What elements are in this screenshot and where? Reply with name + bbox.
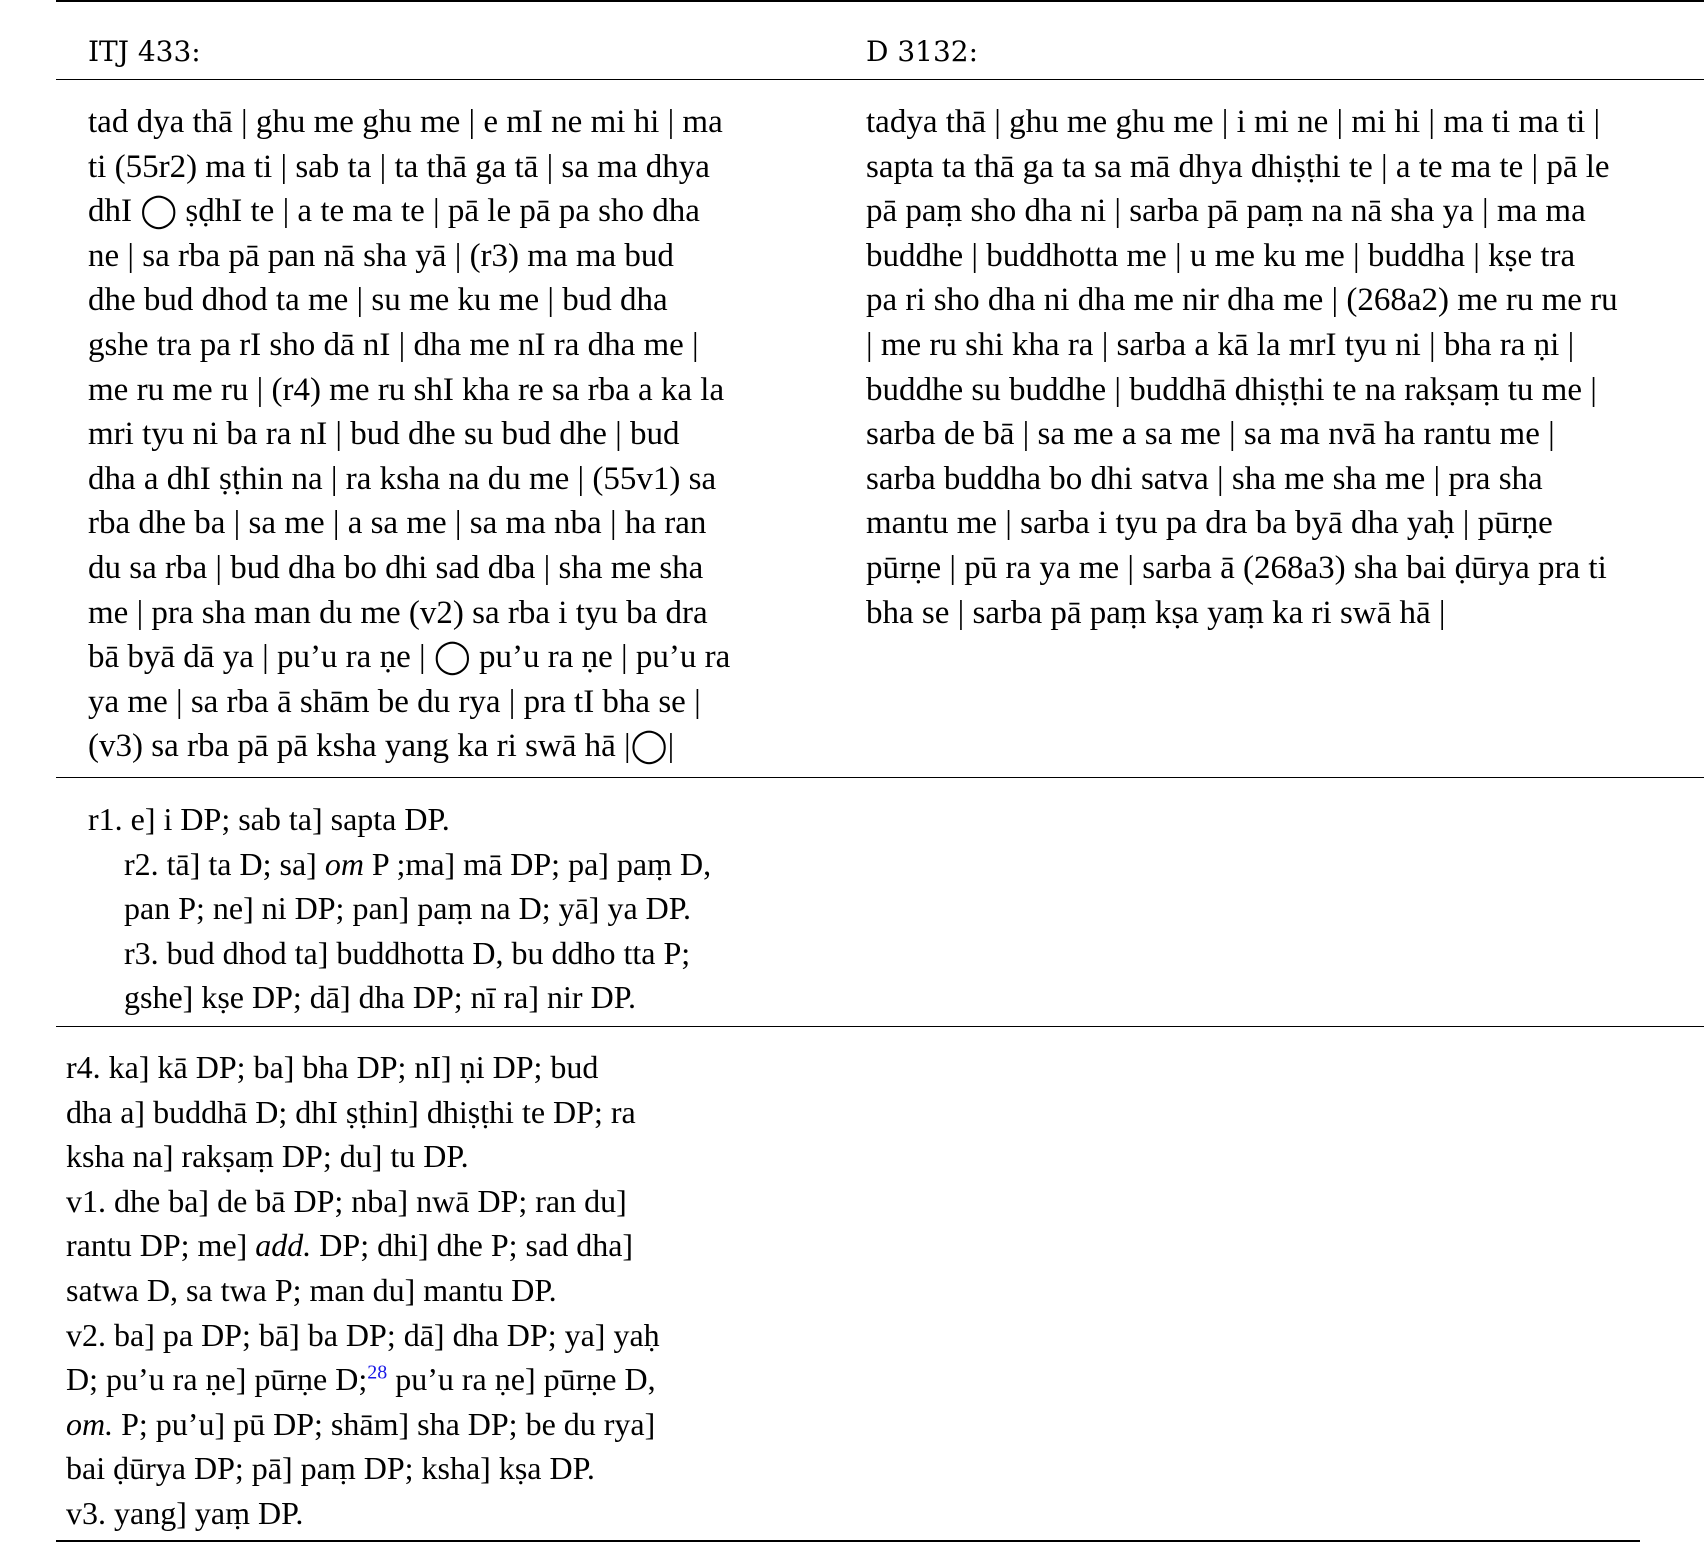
text-line: dha a dhI ṣṭhin na | ra ksha na du me | (55v1) sa xyxy=(88,460,717,497)
text-line: ti (55r2) ma ti | sab ta | ta thā ga tā | sa ma dhya xyxy=(88,148,710,185)
text-line: sarba buddha bo dhi satva | sha me sha me | pra sha xyxy=(866,460,1543,497)
variant-notes-r1-r3 xyxy=(88,797,711,1020)
note-line: r4. ka] kā DP; ba] bha DP; nI] ṇi DP; bud xyxy=(66,1049,599,1085)
text-line: sarba de bā | sa me a sa me | sa ma nvā ha rantu me | xyxy=(866,416,1555,453)
text-line: mri tyu ni ba ra nI | bud dhe su bud dhe | bud xyxy=(88,416,680,453)
notes-separator-rule xyxy=(56,1026,1704,1027)
variant-notes-r4-v3 xyxy=(66,1045,660,1536)
note-line: om. P; pu’u] pū DP; shām] sha DP; be du rya] xyxy=(66,1405,656,1442)
note-line: bai ḍūrya DP; pā] paṃ DP; ksha] kṣa DP. xyxy=(66,1450,595,1487)
text-line: dhe bud dhod ta me | su me ku me | bud dha xyxy=(88,282,668,319)
d-transliteration xyxy=(866,100,1618,635)
note-line: pan P; ne] ni DP; pan] paṃ na D; yā] ya DP. xyxy=(124,890,692,927)
note-line: dha a] buddhā D; dhI ṣṭhin] dhiṣṭhi te DP; ra xyxy=(66,1093,636,1130)
text-line: me | pra sha man du me (v2) sa rba i tyu ba dra xyxy=(88,594,708,631)
note-line: r3. bud dhod ta] buddhotta D, bu ddho tta P; xyxy=(124,934,691,971)
text-line: gshe tra pa rI sho dā nI | dha me nI ra dha me | xyxy=(88,326,699,363)
table-top-rule xyxy=(56,0,1704,2)
text-line: dhI ◯ ṣḍhI te | a te ma te | pā le pā pa sho dha xyxy=(88,193,700,230)
column-header-itj: ITJ 433: xyxy=(88,35,201,68)
text-line: buddhe | buddhotta me | u me ku me | buddha | kṣe tra xyxy=(866,237,1576,274)
italic-om: om xyxy=(324,845,364,882)
column-header-d: D 3132: xyxy=(866,35,979,68)
text-line: pūrṇe | pū ra ya me | sarba ā (268a3) sha bai ḍūrya pra ti xyxy=(866,549,1607,586)
text-line: pā paṃ sho dha ni | sarba pā paṃ na nā sha ya | ma ma xyxy=(866,193,1586,230)
note-line: v2. ba] pa DP; bā] ba DP; dā] dha DP; ya] yaḥ xyxy=(66,1316,660,1353)
text-line: sapta ta thā ga ta sa mā dhya dhiṣṭhi te | a te ma te | pā le xyxy=(866,148,1610,185)
note-line: D; pu’u ra ṇe] pūrṇe D;$^{28}$ pu’u ra ṇe] pūrṇe D, xyxy=(66,1361,656,1398)
note-line: ksha na] rakṣaṃ DP; du] tu DP. xyxy=(66,1138,469,1175)
text-line: | me ru shi kha ra | sarba a kā la mrI tyu ni | bha ra ṇi | xyxy=(866,326,1575,363)
italic-add: add. xyxy=(255,1227,312,1264)
text-line: pa ri sho dha ni dha me nir dha me | (268a2) me ru me ru xyxy=(866,282,1618,319)
text-notes-rule xyxy=(56,777,1704,778)
text-line: rba dhe ba | sa me | a sa me | sa ma nba | ha ran xyxy=(88,505,707,542)
text-line: tadya thā | ghu me ghu me | i mi ne | mi hi | ma ti ma ti | xyxy=(866,104,1601,140)
footnote-link[interactable]: 28 xyxy=(367,1361,388,1384)
text-line: ne | sa rba pā pan nā sha yā | (r3) ma ma bud xyxy=(88,237,674,274)
text-line: mantu me | sarba i tyu pa dra ba byā dha yaḥ | pūrṇe xyxy=(866,505,1553,542)
italic-om: om. xyxy=(66,1405,114,1442)
text-line: me ru me ru | (r4) me ru shI kha re sa rba a ka la xyxy=(88,371,725,408)
note-line: v1. dhe ba] de bā DP; nba] nwā DP; ran du] xyxy=(66,1182,627,1219)
header-rule xyxy=(56,79,1704,80)
note-line: gshe] kṣe DP; dā] dha DP; nī ra] nir DP. xyxy=(124,979,636,1016)
text-line: ya me | sa rba ā shām be du rya | pra tI bha se | xyxy=(88,683,701,720)
note-line: v3. yang] yaṃ DP. xyxy=(66,1494,304,1531)
text-line: bha se | sarba pā paṃ kṣa yaṃ ka ri swā hā | xyxy=(866,594,1446,631)
text-line: du sa rba | bud dha bo dhi sad dba | sha me sha xyxy=(88,549,704,586)
note-line: satwa D, sa twa P; man du] mantu DP. xyxy=(66,1271,557,1308)
itj-transliteration xyxy=(88,100,730,769)
text-line: bā byā dā ya | pu’u ra ṇe | ◯ pu’u ra ṇe | pu’u ra xyxy=(88,639,731,676)
text-line: tad dya thā | ghu me ghu me | e mI ne mi hi | ma xyxy=(88,104,723,140)
note-line: r2. tā] ta D; sa] om P ;ma] mā DP; pa] paṃ D, xyxy=(124,845,712,882)
table-bottom-rule xyxy=(56,1540,1640,1542)
note-line: r1. e] i DP; sab ta] sapta DP. xyxy=(88,801,450,837)
note-line: rantu DP; me] add. DP; dhi] dhe P; sad dha] xyxy=(66,1227,634,1264)
text-line: (v3) sa rba pā pā ksha yang ka ri swā hā |◯| xyxy=(88,728,675,765)
text-line: buddhe su buddhe | buddhā dhiṣṭhi te na rakṣaṃ tu me | xyxy=(866,371,1597,408)
